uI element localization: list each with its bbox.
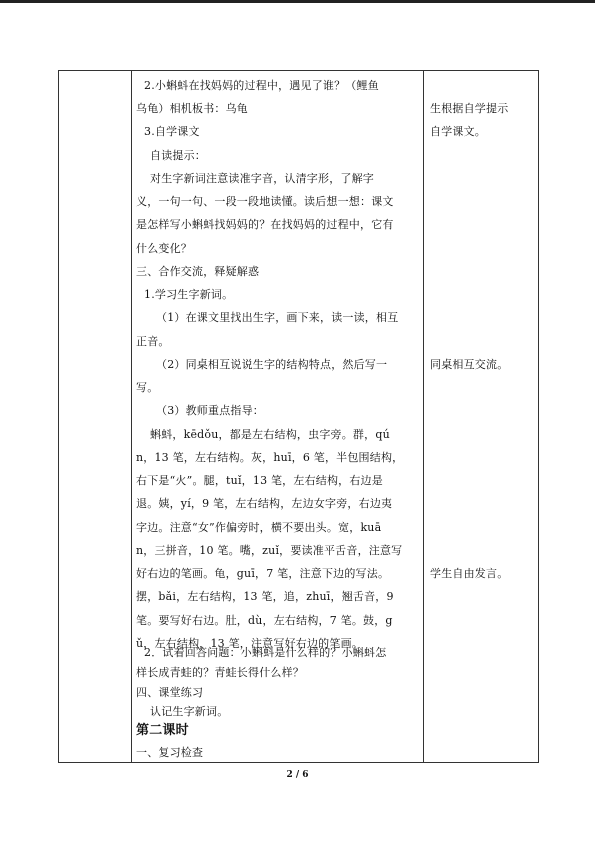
text-line: 对生字新词注意读准字音，认清字形，了解字	[150, 172, 374, 185]
column-divider-right	[423, 71, 424, 762]
text-line: 好右边的笔画。龟，guī，7 笔，注意下边的写法。	[136, 567, 390, 580]
text-line: 乌龟）相机板书：乌龟	[136, 102, 248, 115]
text-line: 自读提示：	[150, 149, 206, 162]
text-line: 样长成青蛙的？青蛙长得什么样？	[136, 666, 304, 679]
text-line: n，三拼音，10 笔。嘴，zuǐ，要读准平舌音，注意写	[136, 544, 403, 557]
section-heading: 四、课堂练习	[136, 686, 204, 699]
text-line: n，13 笔，左右结构。灰，huī，6 笔，半包围结构，	[136, 451, 404, 464]
text-line: 字边。注意“女”作偏旁时，横不要出头。宽，kuā	[136, 521, 382, 534]
text-line: ǔ，左右结构，13 笔，注意写好右边的笔画。	[136, 637, 363, 650]
section-heading: 一、复习检查	[136, 746, 204, 759]
text-line: 笔。要写好右边。肚，dù，左右结构，7 笔。鼓，g	[136, 614, 393, 627]
text-line: 摆，bǎi，左右结构，13 笔，追，zhuī，翘舌音，9	[136, 590, 394, 603]
text-line: 右下是“火”。腿，tuǐ，13 笔，左右结构，右边是	[136, 474, 383, 487]
text-line: 正音。	[136, 335, 170, 348]
text-line: 什么变化？	[136, 242, 192, 255]
text-line: 2．试着回答问题：小蝌蚪是什么样的？小蝌蚪怎	[144, 646, 387, 659]
note-line: 自学课文。	[430, 125, 486, 138]
text-line: （2）同桌相互说说生字的结构特点，然后写一	[156, 358, 388, 371]
section-heading: 三、合作交流，释疑解惑	[136, 265, 260, 278]
text-line: 2.小蝌蚪在找妈妈的过程中，遇见了谁？（鲤鱼	[144, 79, 379, 92]
text-line: 3.自学课文	[144, 125, 200, 138]
page-number: 2 / 6	[286, 770, 309, 780]
text-line: 1.学习生字新词。	[144, 288, 234, 301]
text-line: （3）教师重点指导：	[156, 404, 264, 417]
lesson-period-heading: 第二课时	[136, 723, 189, 738]
text-line: 蝌蚪，kēdǒu，都是左右结构，虫字旁。群，qú	[150, 428, 390, 441]
text-line: 认记生字新词。	[150, 705, 229, 718]
text-line: 退。姨，yí，9 笔，左右结构，左边女字旁，右边夷	[136, 497, 393, 510]
column-divider-left	[131, 71, 132, 762]
note-line: 生根据自学提示	[430, 102, 509, 115]
text-line: 写。	[136, 381, 159, 394]
text-line: 义，一句一句、一段一段地读懂。读后想一想：课文	[136, 195, 394, 208]
note-line: 同桌相互交流。	[430, 358, 509, 371]
text-line: 是怎样写小蝌蚪找妈妈的？在找妈妈的过程中，它有	[136, 218, 394, 231]
text-line: （1）在课文里找出生字，画下来，读一读，相互	[156, 311, 399, 324]
page-top-rule	[0, 0, 595, 3]
note-line: 学生自由发言。	[430, 567, 509, 580]
